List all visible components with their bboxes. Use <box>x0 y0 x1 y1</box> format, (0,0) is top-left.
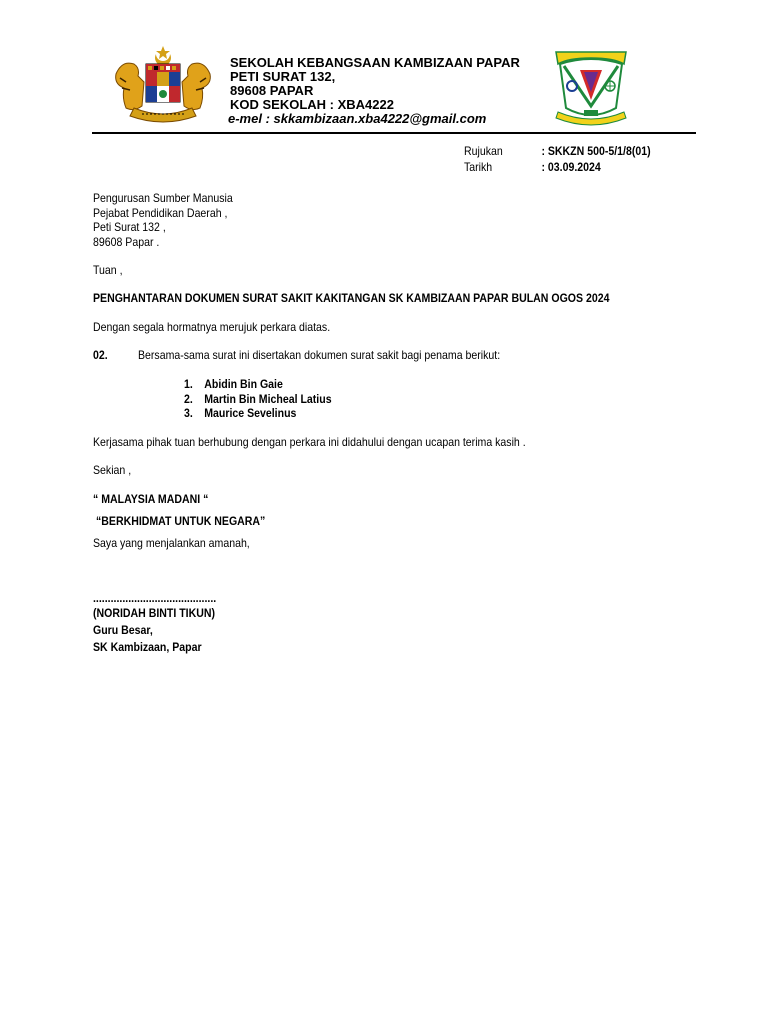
list-item-name: Abidin Bin Gaie <box>204 377 283 391</box>
postcode-city: 89608 PAPAR <box>230 83 314 98</box>
closing: Sekian , <box>93 463 132 477</box>
paragraph-1: Dengan segala hormatnya merujuk perkara diatas. <box>93 320 331 334</box>
list-item <box>184 406 332 421</box>
coat-of-arms-icon <box>112 44 214 124</box>
list-item <box>184 392 332 407</box>
school-email: e-mel : skkambizaan.xba4222@gmail.com <box>228 111 487 126</box>
letterhead-text <box>230 56 520 126</box>
header-rule-right <box>556 132 696 134</box>
signatory-organization: SK Kambizaan, Papar <box>93 640 202 654</box>
paragraph-2-text: Bersama-sama surat ini disertakan dokumen surat sakit bagi penama berikut: <box>138 348 501 362</box>
recipient-line: 89608 Papar . <box>93 234 160 249</box>
po-box: PETI SURAT 132, <box>230 69 336 84</box>
signatory-title: Guru Besar, <box>93 623 153 637</box>
letterhead <box>92 40 696 136</box>
header-rule <box>92 132 556 134</box>
list-item-number: 1. <box>184 377 193 391</box>
recipient-line: Pengurusan Sumber Manusia <box>93 191 233 205</box>
list-item-number: 3. <box>184 406 193 420</box>
signature-dots: .......................................... <box>93 591 217 605</box>
school-code: KOD SEKOLAH : XBA4222 <box>230 97 394 112</box>
date-label: Tarikh <box>464 160 493 174</box>
paragraph-2-number: 02. <box>93 348 108 362</box>
trust-line: Saya yang menjalankan amanah, <box>93 536 250 550</box>
recipient-line: Peti Surat 132 , <box>93 220 166 234</box>
recipient-address <box>93 191 233 249</box>
list-item-name: Maurice Sevelinus <box>204 406 297 420</box>
slogan-malaysia-madani: “ MALAYSIA MADANI “ <box>93 492 209 506</box>
reference-value: : SKKZN 500-5/1/8(01) <box>541 144 651 158</box>
names-list <box>184 377 332 421</box>
salutation: Tuan , <box>93 263 123 277</box>
slogan-berkhidmat: “BERKHIDMAT UNTUK NEGARA” <box>96 514 266 528</box>
school-name: SEKOLAH KEBANGSAAN KAMBIZAAN PAPAR <box>230 55 520 70</box>
date-value: : 03.09.2024 <box>541 160 601 174</box>
list-item-number: 2. <box>184 391 193 406</box>
signatory-name: (NORIDAH BINTI TIKUN) <box>93 606 216 620</box>
list-item <box>184 377 332 392</box>
list-item-name: Martin Bin Micheal Latius <box>204 391 332 406</box>
letter-subject: PENGHANTARAN DOKUMEN SURAT SAKIT KAKITANGAN SK KAMBIZAAN PAPAR BULAN OGOS 2024 <box>93 291 610 305</box>
school-badge-icon <box>552 48 630 126</box>
paragraph-3: Kerjasama pihak tuan berhubung dengan perkara ini didahului dengan ucapan terima kasih . <box>93 435 526 449</box>
recipient-line: Pejabat Pendidikan Daerah , <box>93 205 228 220</box>
reference-label: Rujukan <box>464 144 503 158</box>
